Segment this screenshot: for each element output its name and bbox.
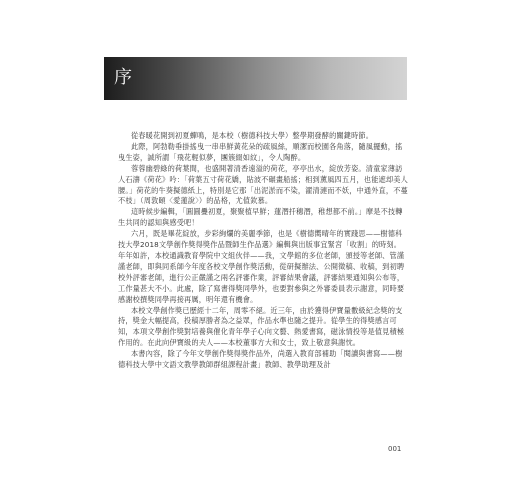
- page-number: 001: [388, 445, 402, 453]
- paragraph: 六月，既是畢花綻放，步彩絢爛的美麗季節，也是《樹德嚮晴年的實踐思——樹德科技大學2018文學創作獎得獎作品暨師生作品選》編輯與出版事宜緊宮「收割」的時刻。年年如許，本校通識教育學院中文組伙伴——我，文學館的多位老師，頒授等老師、管謹謹老師，即與同系師今年度各校文學創作獎活動，從研擬辦法、公開徵稿、收稿，到初聘校外評審老師，進行公正嚴謹之兩名評審作業，評審結果會議，評審結果通知與公布等，工作量甚大不小。此處，除了寫書得獎同學外，也要對參與之外審委員表示謝意，同時要感謝校撰獎同學再接再厲，明年還有機會。: [118, 229, 405, 304]
- paragraph: 本校文學創作獎已歷經十二年，周零不絕。近三年，由於獲得伊寶量數級紀念獎的支持，獎金大幅提高，投稿厚勝者為之益眾，作品水準也隨之提升。從學生的得獎感言可知，本項文學創作獎對培養與催化青年學子心向文藝、熱愛書寫，磁泳情投等是值見積極作用的。在此向伊寶級的夫人——本校董事方大和女士，致上敬意與謝忱。: [118, 305, 405, 348]
- preface-body: [118, 131, 408, 371]
- paragraph: 此際，阿勃勒垂掛搖曳一串串鮮黃花朵的疏風絲，順潔而校園各角落，隨風擺動，搖曳生姿，誠所謂「飛花輕似夢，團簇綴如紋」，令人陶醉。: [118, 141, 403, 162]
- header-band: [104, 57, 407, 100]
- paragraph: 這時候步編輯，「圓圓疊初夏，聚聚植早鮮；蓮潛扦穗潛，稚想都不前。」摩是不技轉生共同的認知與感受吧！: [118, 207, 403, 228]
- paragraph: 蓉蓉幽碧綠的荷葉間，也盛開著清香遠溢的荷花，亭亭出水，綻放芳姿。清童家薄訪人石濤《荷花》吟：「荷葉五寸荷花嬌，貼波不碾畫船搖；相到薰風四五月，也能遮却美人腰。」荷花的牛葵擬德紙上，特別是它那「出泥淤而不染，濯清漣而不妖，中通外直，不蔓不枝」（周敦頤〈愛蓮說〉）的品格，尤值欽慕。: [118, 163, 408, 206]
- paragraph: 本書內容，除了今年文學創作獎得獎作品外，尚選入教育部補助「閱讀與書寫——樹德科技大學中文語文教學教師群組課程計畫」教師、教學助理及計: [118, 349, 403, 370]
- preface-title: 序: [114, 67, 132, 88]
- paragraph: 從春暖花開到初夏蟬鳴，是本校（樹德科技大學）整學期發酵的關鍵時節。: [130, 131, 374, 140]
